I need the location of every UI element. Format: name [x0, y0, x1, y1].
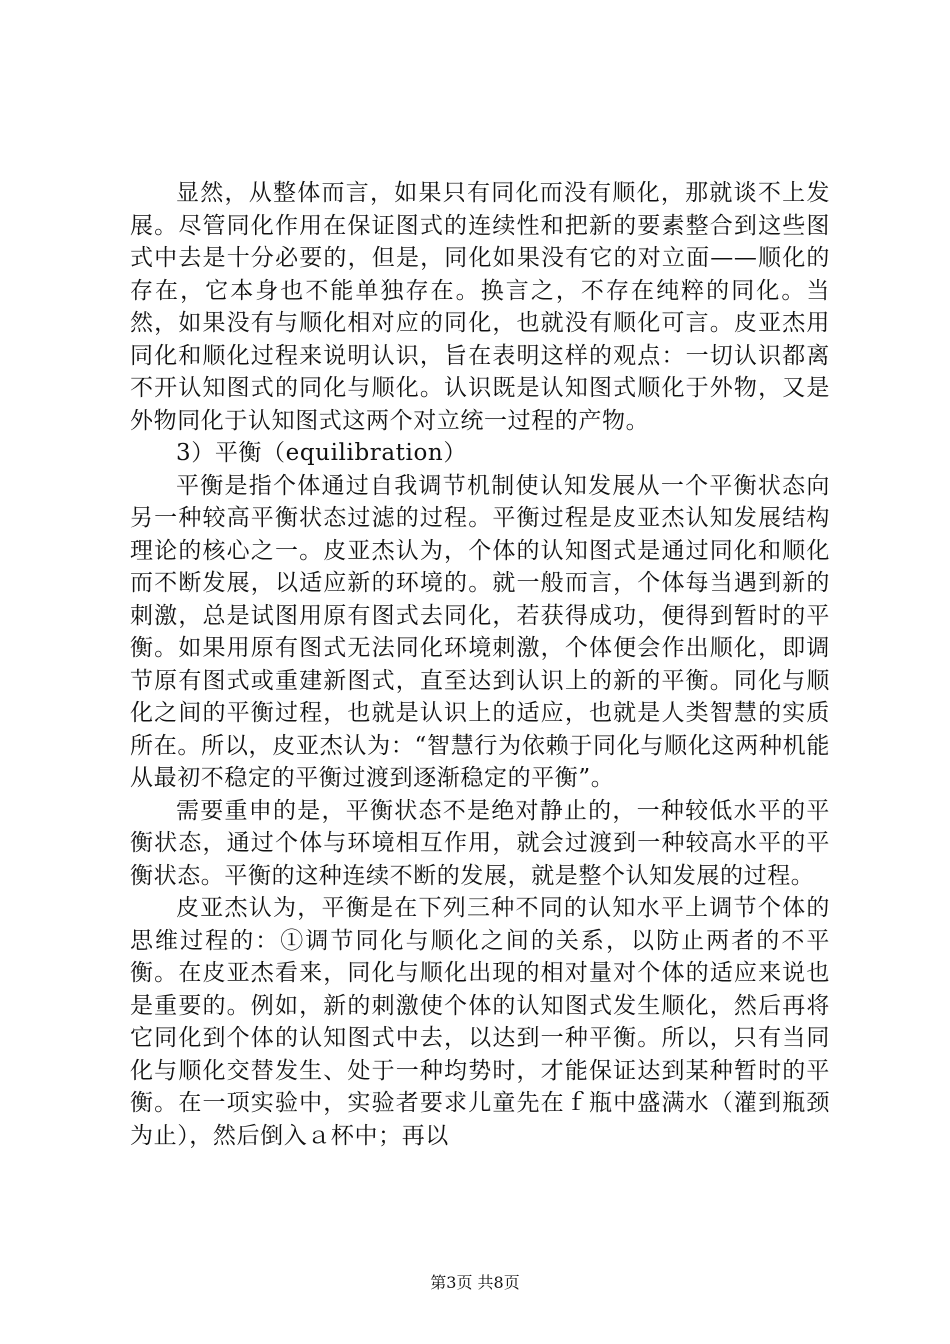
body-text	[130, 177, 830, 1152]
paragraph-equilibration-definition: 平衡是指个体通过自我调节机制使认知发展从一个平衡状态向另一种较高平衡状态过滤的过程。平衡过程是皮亚杰认知发展结构理论的核心之一。皮亚杰认为，个体的认知图式是通过同化和顺化而不断发展，以适应新的环境的。就一般而言，个体每当遇到新的刺激，总是试图用原有图式去同化，若获得成功，便得到暂时的平衡。如果用原有图式无法同化环境刺激，个体便会作出顺化，即调节原有图式或重建新图式，直至达到认识上的新的平衡。同化与顺化之间的平衡过程，也就是认识上的适应，也就是人类智慧的实质所在。所以，皮亚杰认为：“智慧行为依赖于同化与顺化这两种机能从最初不稳定的平衡过渡到逐渐稳定的平衡”。	[130, 472, 830, 791]
page-footer: 第3页 共8页	[430, 1273, 520, 1292]
paragraph-equilibration-levels: 皮亚杰认为，平衡是在下列三种不同的认知水平上调节个体的思维过程的：①调节同化与顺化之间的关系，以防止两者的不平衡。在皮亚杰看来，同化与顺化出现的相对量对个体的适应来说也是重要的。例如，新的刺激使个体的认知图式发生顺化，然后再将它同化到个体的认知图式中去，以达到一种平衡。所以，只有当同化与顺化交替发生、处于一种均势时，才能保证达到某种暂时的平衡。在一项实验中，实验者要求儿童先在ｆ瓶中盛满水（灌到瓶颈为止），然后倒入ａ杯中；再以	[130, 895, 830, 1149]
paragraph-assimilation-summary: 显然，从整体而言，如果只有同化而没有顺化，那就谈不上发展。尽管同化作用在保证图式的连续性和把新的要素整合到这些图式中去是十分必要的，但是，同化如果没有它的对立面——顺化的存在，它本身也不能单独存在。换言之，不存在纯粹的同化。当然，如果没有与顺化相对应的同化，也就没有顺化可言。皮亚杰用同化和顺化过程来说明认识，旨在表明这样的观点：一切认识都离不开认知图式的同化与顺化。认识既是认知图式顺化于外物，又是外物同化于认知图式这两个对立统一过程的产物。	[130, 180, 830, 434]
section-heading-equilibration: 3）平衡（equilibration）	[176, 440, 467, 466]
paragraph-equilibration-restate: 需要重申的是，平衡状态不是绝对静止的，一种较低水平的平衡状态，通过个体与环境相互作用，就会过渡到一种较高水平的平衡状态。平衡的这种连续不断的发展，就是整个认知发展的过程。	[130, 797, 830, 889]
